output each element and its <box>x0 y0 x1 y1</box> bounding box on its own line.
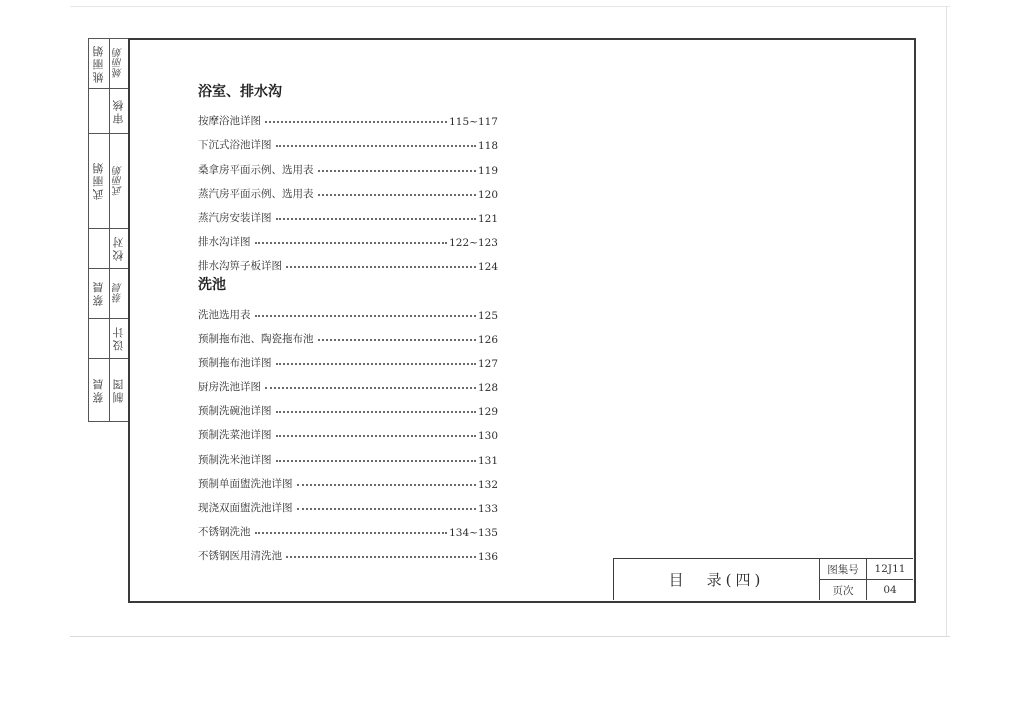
drafter-role: 制图 <box>112 377 125 403</box>
scan-edge <box>70 6 950 7</box>
entry-page: 128 <box>477 382 498 395</box>
toc-section <box>198 273 498 563</box>
entry-title: 按摩浴池详图 <box>198 115 261 128</box>
toc-entry[interactable] <box>198 249 498 273</box>
scan-edge <box>946 6 947 636</box>
designer-role: 设计 <box>112 325 125 352</box>
sig-name-cell <box>89 134 129 229</box>
designer-signature: 蔡晨 <box>113 283 125 304</box>
toc-entry[interactable] <box>198 491 498 515</box>
entry-title: 不锈钢医用清洗池 <box>198 550 282 563</box>
sig-role-cell <box>89 229 129 269</box>
entry-title: 蒸汽房安装详图 <box>198 211 272 224</box>
toc-entry[interactable] <box>198 152 498 176</box>
designer-name: 蔡晨 <box>92 280 105 307</box>
sig-name-cell <box>89 39 129 89</box>
toc-entry[interactable] <box>198 515 498 539</box>
entry-title: 下沉式浴池详图 <box>198 139 272 152</box>
entry-title: 厨房洗池详图 <box>198 381 261 394</box>
sig-name-cell <box>89 359 129 421</box>
page-number-label: 页次 <box>820 580 867 600</box>
section-heading: 浴室、排水沟 <box>198 84 282 100</box>
reviewer-name: 姚丽娟 <box>92 44 105 83</box>
atlas-number-label: 图集号 <box>820 559 867 580</box>
entry-page: 125 <box>477 309 498 322</box>
drafter-name: 蔡晨 <box>92 377 105 403</box>
toc-entry[interactable] <box>198 128 498 152</box>
entry-title: 不锈钢洗池 <box>198 526 251 539</box>
reviewer-signature: 姚丽娟 <box>113 48 125 79</box>
checker-signature: 武丽娟 <box>113 166 125 196</box>
leader-dots <box>255 531 448 534</box>
sheet-title: 目 录(四) <box>614 559 820 600</box>
entry-page: 115~117 <box>449 116 498 129</box>
toc-entry[interactable] <box>198 104 498 128</box>
leader-dots <box>286 555 476 558</box>
toc-entry[interactable] <box>198 418 498 442</box>
toc-entry[interactable] <box>198 201 498 225</box>
entry-title: 预制洗米池详图 <box>198 453 272 466</box>
sig-name-cell <box>89 269 129 319</box>
entry-page: 120 <box>477 188 498 201</box>
atlas-number-value: 12J11 <box>867 559 913 580</box>
entry-page: 122~123 <box>449 237 498 250</box>
toc-entry[interactable] <box>198 346 498 370</box>
entry-page: 127 <box>477 357 498 370</box>
section-heading: 洗池 <box>198 277 226 294</box>
title-block <box>613 558 913 600</box>
leader-dots <box>276 362 476 365</box>
leader-dots <box>286 265 476 268</box>
sig-role-cell <box>89 89 129 134</box>
leader-dots <box>297 507 476 510</box>
toc-entry[interactable] <box>198 297 498 321</box>
entry-page: 131 <box>477 454 498 467</box>
page-number-value: 04 <box>883 584 897 596</box>
leader-dots <box>297 483 476 486</box>
leader-dots <box>276 144 476 147</box>
entry-title: 预制单面盥洗池详图 <box>198 477 293 490</box>
entry-title: 蒸汽房平面示例、选用表 <box>198 187 314 200</box>
leader-dots <box>255 241 448 244</box>
entry-title: 现浇双面盥洗池详图 <box>198 502 293 514</box>
leader-dots <box>265 386 476 389</box>
entry-title: 预制洗菜池详图 <box>198 429 272 442</box>
toc-entry[interactable] <box>198 322 498 346</box>
leader-dots <box>318 338 476 341</box>
scan-edge <box>70 636 950 637</box>
entry-page: 134~135 <box>449 527 498 540</box>
leader-dots <box>318 193 476 196</box>
entry-title: 排水沟详图 <box>198 236 251 249</box>
signature-strip <box>88 38 129 422</box>
entry-page: 136 <box>477 551 498 564</box>
entry-title: 预制拖布池、陶瓷拖布池 <box>198 332 314 345</box>
leader-dots <box>276 434 476 437</box>
entry-title: 桑拿房平面示例、选用表 <box>198 163 314 176</box>
entry-page: 132 <box>477 478 498 491</box>
toc-entry[interactable] <box>198 394 498 418</box>
leader-dots <box>255 314 476 317</box>
toc-entry[interactable] <box>198 539 498 563</box>
entry-page: 129 <box>477 406 498 419</box>
sig-role-cell <box>89 319 129 359</box>
leader-dots <box>276 217 476 220</box>
entry-page: 121 <box>477 212 498 225</box>
checker-role: 校对 <box>112 235 125 262</box>
toc-entry[interactable] <box>198 467 498 491</box>
toc-entry[interactable] <box>198 442 498 466</box>
entry-title: 洗池选用表 <box>198 308 251 321</box>
entry-page: 118 <box>477 140 498 153</box>
entry-title: 预制洗碗池详图 <box>198 405 272 418</box>
entry-title: 排水沟箅子板详图 <box>198 260 282 273</box>
toc-entry[interactable] <box>198 370 498 394</box>
toc-section <box>198 80 498 273</box>
leader-dots <box>265 120 447 123</box>
reviewer-role: 审核 <box>112 98 125 124</box>
entry-page: 126 <box>477 333 498 346</box>
checker-name: 武丽娟 <box>92 161 105 201</box>
entry-page: 130 <box>477 430 498 443</box>
toc-entry[interactable] <box>198 177 498 201</box>
entry-page: 119 <box>477 164 498 177</box>
leader-dots <box>318 169 476 172</box>
leader-dots <box>276 459 476 462</box>
entry-page: 133 <box>477 503 498 515</box>
entry-page: 124 <box>477 261 498 274</box>
toc-entry[interactable] <box>198 225 498 249</box>
table-of-contents <box>198 80 498 563</box>
leader-dots <box>276 410 476 413</box>
entry-title: 预制拖布池详图 <box>198 356 272 369</box>
